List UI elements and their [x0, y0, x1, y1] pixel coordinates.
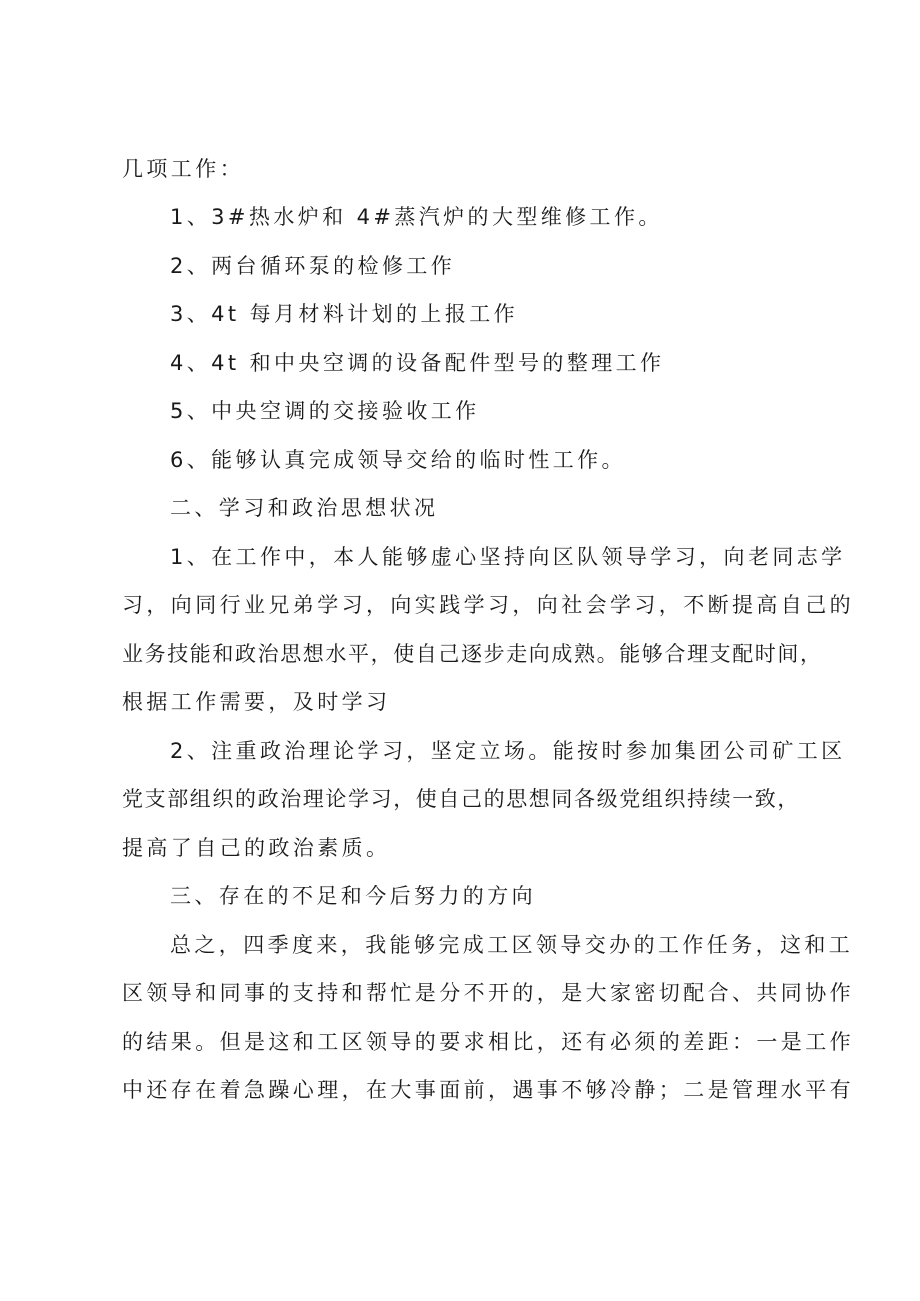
paragraph-line: 几项工作： — [122, 157, 244, 181]
section-heading: 二、学习和政治思想状况 — [170, 496, 439, 520]
paragraph-line: 总之，四季度来，我能够完成工区领导交办的工作任务，这和工 — [170, 933, 854, 957]
list-item: 5、中央空调的交接验收工作 — [170, 399, 480, 423]
list-item: 2、两台循环泵的检修工作 — [170, 254, 456, 278]
paragraph-line: 1、在工作中，本人能够虚心坚持向区队领导学习，向老同志学 — [170, 545, 846, 569]
paragraph-line: 的结果。但是这和工区领导的要求相比，还有必须的差距：一是工作 — [122, 1030, 854, 1054]
paragraph-line: 业务技能和政治思想水平，使自己逐步走向成熟。能够合理支配时间， — [122, 642, 823, 666]
paragraph-line: 党支部组织的政治理论学习，使自己的思想同各级党组织持续一致， — [122, 787, 800, 811]
paragraph-line: 中还存在着急躁心理，在大事面前，遇事不够冷静；二是管理水平有 — [122, 1078, 854, 1102]
paragraph-line: 区领导和同事的支持和帮忙是分不开的，是大家密切配合、共同协作 — [122, 981, 854, 1005]
paragraph-line: 提高了自己的政治素质。 — [122, 836, 391, 860]
list-item: 3、4t 每月材料计划的上报工作 — [170, 302, 519, 326]
list-item: 1、3#热水炉和 4#蒸汽炉的大型维修工作。 — [170, 205, 663, 229]
list-item: 6、能够认真完成领导交给的临时性工作。 — [170, 448, 626, 472]
list-item: 4、4t 和中央空调的设备配件型号的整理工作 — [170, 351, 665, 375]
section-heading: 三、存在的不足和今后努力的方向 — [170, 884, 536, 908]
paragraph-line: 2、注重政治理论学习，坚定立场。能按时参加集团公司矿工区 — [170, 739, 846, 763]
paragraph-line: 习，向同行业兄弟学习，向实践学习，向社会学习，不断提高自己的 — [122, 593, 854, 617]
paragraph-line: 根据工作需要，及时学习 — [122, 690, 391, 714]
